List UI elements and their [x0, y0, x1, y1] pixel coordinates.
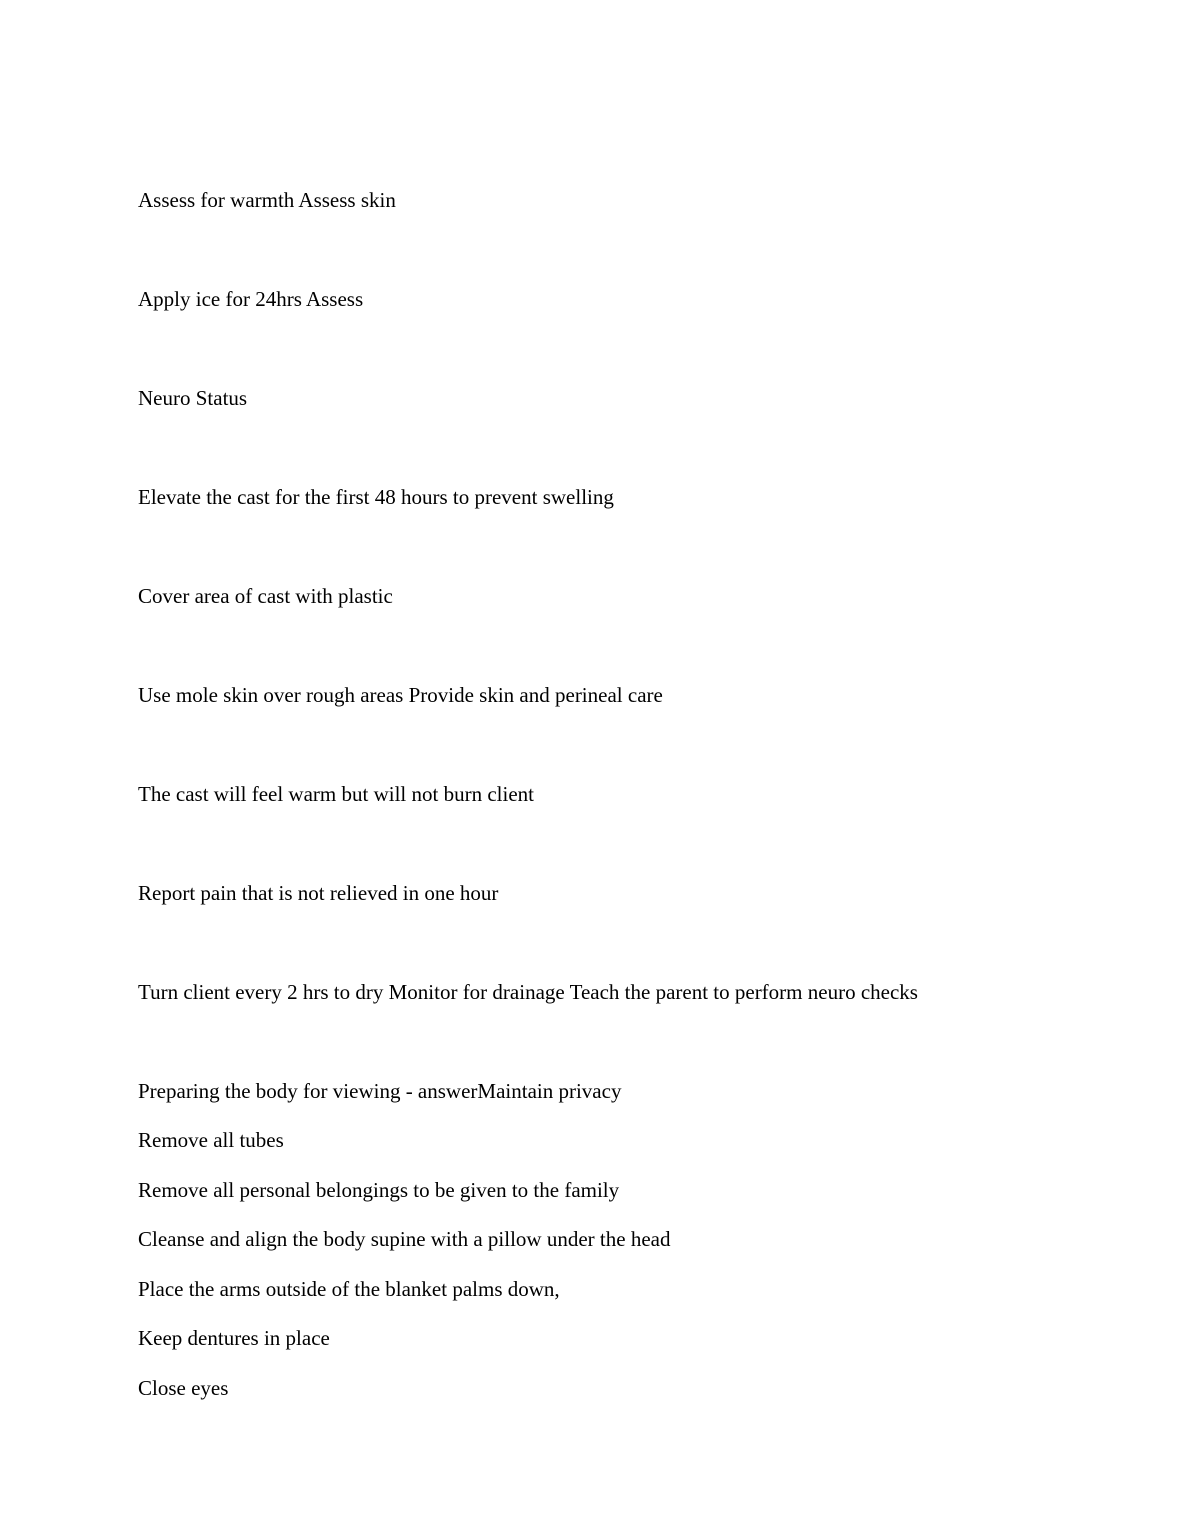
- text-line: Report pain that is not relieved in one hour: [138, 881, 499, 905]
- text-line: Use mole skin over rough areas Provide skin and perineal care: [138, 683, 663, 707]
- text-line: Neuro Status: [138, 386, 248, 410]
- text-line: Apply ice for 24hrs Assess: [138, 287, 364, 311]
- text-line: Cover area of cast with plastic: [138, 584, 393, 608]
- section-heading-line: Preparing the body for viewing - answerMaintain privacy: [138, 1079, 622, 1103]
- text-line: Close eyes: [138, 1376, 229, 1400]
- text-line: Cleanse and align the body supine with a pillow under the head: [138, 1227, 671, 1251]
- text-line: Elevate the cast for the first 48 hours to prevent swelling: [138, 485, 614, 509]
- text-line: Place the arms outside of the blanket palms down,: [138, 1277, 560, 1301]
- text-line: Assess for warmth Assess skin: [138, 188, 396, 212]
- text-line: Remove all personal belongings to be given to the family: [138, 1178, 620, 1202]
- text-line: Turn client every 2 hrs to dry Monitor for drainage Teach the parent to perform neuro checks: [138, 980, 918, 1004]
- text-line: The cast will feel warm but will not burn client: [138, 782, 534, 806]
- text-line: Keep dentures in place: [138, 1326, 330, 1350]
- text-line: Remove all tubes: [138, 1128, 284, 1152]
